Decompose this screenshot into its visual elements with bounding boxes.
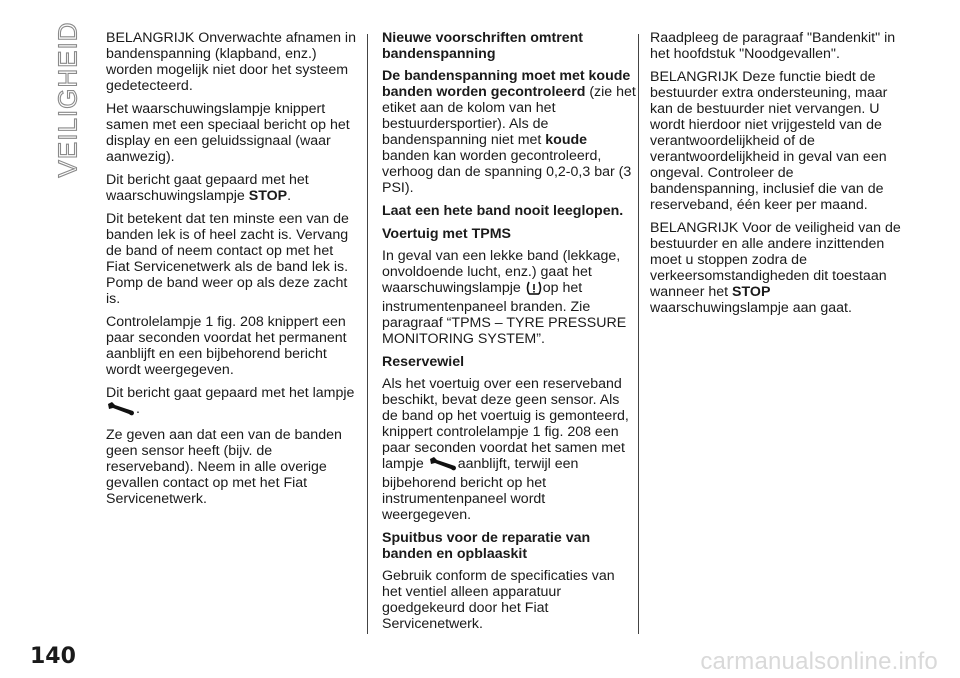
text: aanblijft, terwijl een bijbehorend bericht op het instrumentenpaneel wordt weergegeven. bbox=[382, 456, 579, 523]
heading: Voertuig met TPMS bbox=[382, 226, 512, 242]
heading: Nieuwe voorschriften omtrent bandenspanning bbox=[382, 30, 584, 62]
text: (zie het etiket aan de kolom van het bestuurdersportier). Als de bandenspanning niet met bbox=[382, 84, 636, 148]
paragraph: Raadpleeg de paragraaf "Bandenkit" in het hoofdstuk "Noodgevallen". bbox=[650, 30, 896, 62]
paragraph: BELANGRIJK Deze functie biedt de bestuurder extra ondersteuning, maar kan de bestuurder niet vervangen. U wordt hierdoor niet vrijgesteld van de verantwoordelijkheid of de verantwoordelijkheid in geval van een ongeval. Controleer de bandenspanning, inclusief die van de reserveband, één keer per maand. bbox=[650, 69, 888, 213]
text: . bbox=[136, 401, 140, 417]
paragraph: Dit betekent dat ten minste een van de banden lek is of heel zacht is. Vervang de band of neem contact op met het Fiat Servicenetwerk als de band lek is. Pomp de band weer op als deze zacht is. bbox=[106, 211, 349, 307]
column-3 bbox=[650, 30, 904, 323]
paragraph: Het waarschuwingslampje knippert samen met een speciaal bericht op het display en een geluidssignaal (waar aanwezig). bbox=[106, 101, 350, 165]
stop-label: STOP bbox=[732, 284, 771, 300]
tyre-pressure-warning-icon bbox=[526, 281, 542, 299]
paragraph bbox=[382, 248, 636, 347]
stop-label: STOP bbox=[248, 188, 288, 204]
text: BELANGRIJK Voor de veiligheid van de bestuurder en alle andere inzittenden moet u stoppen zodra de verkeersomstandigheden dit toestaan wanneer het bbox=[650, 220, 901, 300]
heading: Spuitbus voor de reparatie van banden en opblaaskit bbox=[382, 530, 591, 562]
section-tab bbox=[52, 21, 84, 177]
text: Als het voertuig over een reserveband beschikt, bevat deze geen sensor. Als de band op het voertuig is gemonteerd, knippert controlelampje 1 fig. 208 een paar seconden voordat het samen met lampje bbox=[382, 376, 629, 472]
paragraph bbox=[106, 385, 360, 420]
text: banden kan worden gecontroleerd, verhoog dan de spanning 0,2-0,3 bar (3 PSI). bbox=[382, 148, 632, 196]
column-divider bbox=[638, 34, 639, 634]
text: Dit bericht gaat gepaard met het lampje bbox=[106, 385, 355, 401]
heading: Reservewiel bbox=[382, 354, 465, 370]
paragraph bbox=[382, 376, 636, 523]
bold-text: De bandenspanning moet met koude banden worden gecontroleerd bbox=[382, 68, 631, 100]
wrench-icon bbox=[429, 457, 457, 475]
text: In geval van een lekke band (lekkage, onvoldoende lucht, enz.) gaat het waarschuwingslampje bbox=[382, 248, 621, 296]
text: Dit bericht gaat gepaard met het waarschuwingslampje bbox=[106, 172, 309, 204]
paragraph: Gebruik conform de specificaties van het ventiel alleen apparatuur goedgekeurd door het Fiat Servicenetwerk. bbox=[382, 568, 615, 632]
paragraph: BELANGRIJK Onverwachte afnamen in bandenspanning (klapband, enz.) worden mogelijk niet door het systeem gedetecteerd. bbox=[106, 30, 356, 94]
paragraph bbox=[382, 203, 636, 219]
text: op het instrumentenpaneel branden. Zie paragraaf “TPMS – TYRE PRESSURE MONITORING SYSTEM”. bbox=[382, 280, 627, 347]
bold-text: Laat een hete band nooit leeglopen. bbox=[382, 203, 624, 219]
paragraph: Controlelampje 1 fig. 208 knippert een paar seconden voordat het permanent aanblijft en een bijbehorend bericht wordt weergegeven. bbox=[106, 314, 347, 378]
paragraph bbox=[650, 220, 904, 316]
text: . bbox=[287, 188, 292, 204]
text: waarschuwingslampje aan gaat. bbox=[650, 300, 852, 316]
bold-text: koude bbox=[545, 132, 588, 148]
column-2 bbox=[382, 30, 636, 639]
paragraph bbox=[382, 68, 636, 196]
section-title: VEILIGHEID bbox=[52, 21, 83, 177]
page-number: 140 bbox=[30, 644, 76, 669]
footer-watermark[interactable]: carmanualsonline.info bbox=[700, 648, 938, 675]
column-1 bbox=[106, 30, 360, 514]
paragraph: Ze geven aan dat een van de banden geen sensor heeft (bijv. de reserveband). Neem in alle overige gevallen contact op met het Fiat Servicenetwerk. bbox=[106, 427, 342, 507]
column-divider bbox=[367, 34, 368, 634]
paragraph bbox=[106, 172, 360, 204]
wrench-icon bbox=[107, 402, 135, 420]
